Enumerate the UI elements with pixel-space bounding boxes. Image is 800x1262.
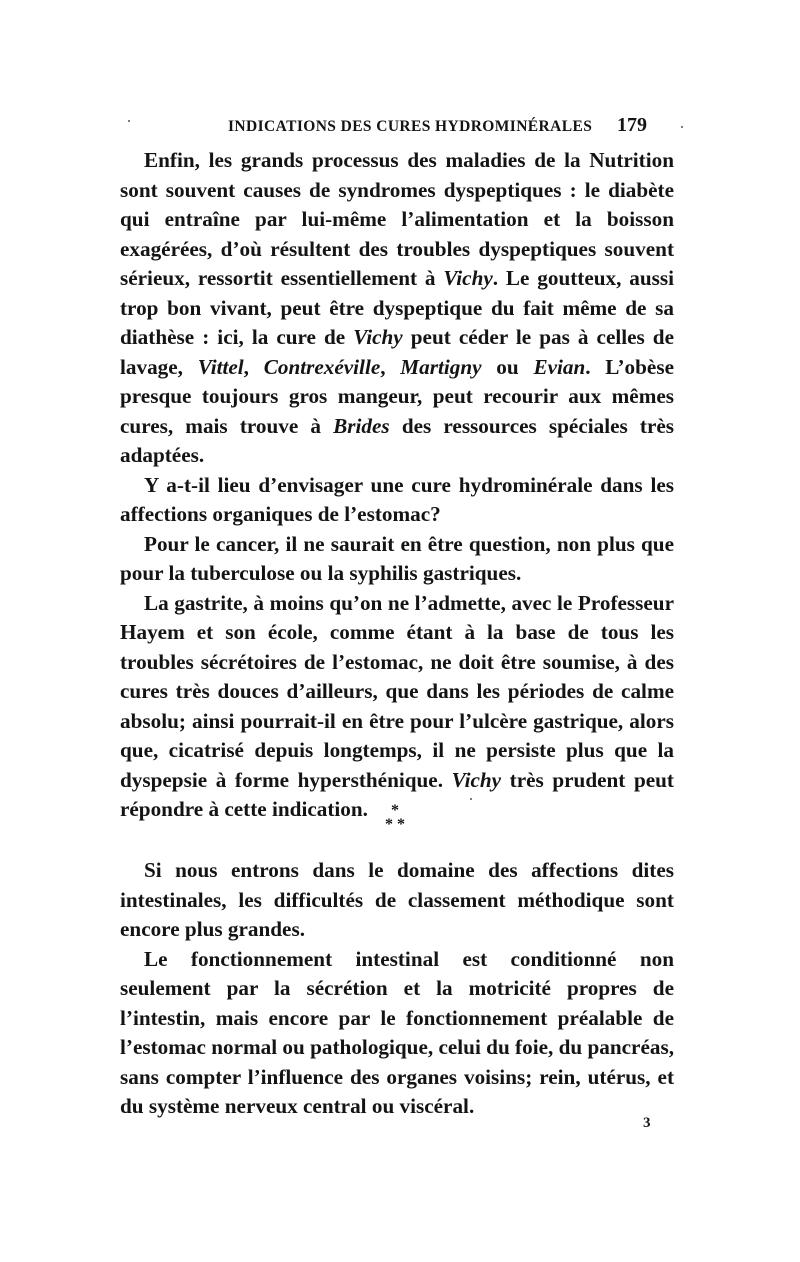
paragraph: [120, 146, 674, 471]
text-run: ou: [481, 354, 534, 379]
section-separator-asterism: [380, 804, 410, 838]
text-run: des ressources spéciales très adaptées.: [120, 413, 675, 467]
paragraph: [120, 589, 674, 825]
body-text-section-one: [120, 146, 674, 825]
signature-mark: 3: [643, 1115, 651, 1131]
place-name-vichy: Vichy: [451, 767, 502, 792]
paragraph: [120, 945, 674, 1122]
paragraph: [120, 856, 674, 945]
text-run: ,: [243, 354, 264, 379]
place-name-evian: Evian: [533, 354, 586, 379]
text-run: Le fonctionnement intestinal est conditionné non seulement par la sécrétion et la motricité propres de l’intestin, mais encore par le fonctionnement préalable de l’estomac normal ou pathologique, celui du foie, du pancréas, sans compter l’influence des organes voisins; rein, utérus, et du système nerveux central ou viscéral.: [120, 946, 674, 1118]
text-run: peut céder le pas à celles de lavage,: [120, 325, 674, 379]
paragraph: [120, 471, 674, 530]
place-name-contrexeville: Contrexéville: [263, 354, 381, 379]
text-run: . Le goutteux, aussi trop bon vivant, peut être dyspeptique du fait même de sa diathèse : ici, la cure de: [120, 266, 674, 349]
text-run: très prudent peut répondre à cette indication.: [120, 767, 674, 821]
page-number: 179: [617, 114, 647, 136]
paragraph: [120, 530, 674, 589]
text-run: Si nous entrons dans le domaine des affections dites intestinales, les difficultés de classement méthodique sont encore plus grandes.: [120, 858, 674, 941]
place-name-vittel: Vittel: [197, 354, 244, 379]
print-speck: [470, 798, 472, 800]
place-name-brides: Brides: [333, 413, 390, 438]
asterism-bottom-stars: * *: [385, 816, 405, 833]
body-text-section-two: [120, 856, 674, 1122]
print-speck: [128, 120, 130, 122]
place-name-vichy: Vichy: [353, 325, 403, 349]
running-head: INDICATIONS DES CURES HYDROMINÉRALES: [228, 118, 593, 135]
text-run: ,: [380, 354, 401, 379]
text-run: Pour le cancer, il ne saurait en être question, non plus que pour la tuberculose ou la syphilis gastriques.: [120, 531, 674, 585]
text-run: La gastrite, à moins qu’on ne l’admette, avec le Professeur Hayem et son école, comme étant à la base de tous les troubles sécrétoires de l’estomac, ne doit être soumise, à des cures très douces d’ailleurs, que dans les périodes de calme absolu; ainsi pourrait-il en être pour l’ulcère gastrique, alors que, cicatrisé depuis longtemps, il ne persiste plus que la dyspepsie à forme hypersthénique.: [120, 590, 674, 792]
print-speck: [681, 126, 683, 128]
text-run: Enfin, les grands processus des maladies de la Nutrition sont souvent causes de syndromes dyspeptiques : le diabète qui entraîne par lui-même l’alimentation et la boisson exagérées, d’où résultent des troubles dyspeptiques souvent sérieux, ressortit essentiellement à: [120, 148, 674, 290]
asterism-top-star: *: [391, 802, 399, 819]
text-run: Y a-t-il lieu d’envisager une cure hydrominérale dans les affections organiques de l’estomac?: [120, 472, 674, 526]
place-name-vichy: Vichy: [443, 266, 493, 290]
text-run: . L’obèse presque toujours gros mangeur, peut recourir aux mêmes cures, mais trouve à: [120, 354, 674, 438]
place-name-martigny: Martigny: [400, 354, 482, 379]
